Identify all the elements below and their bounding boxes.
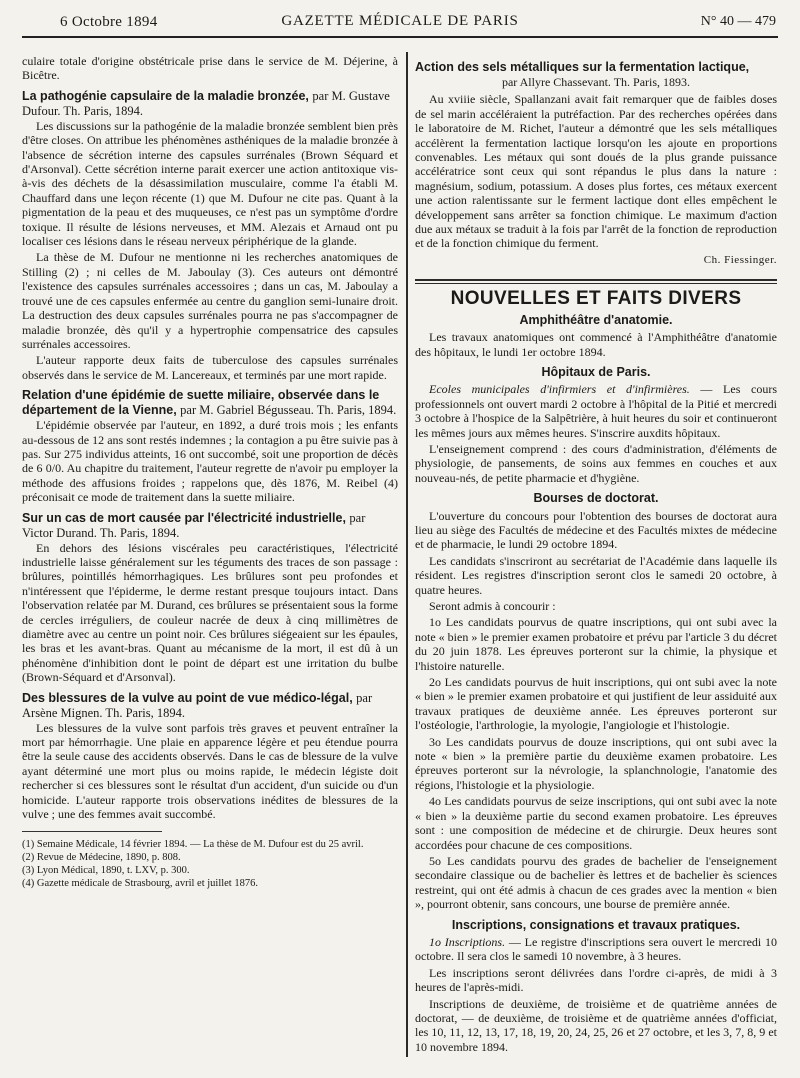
article-heading-vulve — [22, 691, 398, 721]
left-column — [22, 54, 398, 890]
footnote: (4) Gazette médicale de Strasbourg, avril et juillet 1876. — [22, 878, 258, 890]
paragraph — [415, 935, 777, 964]
footnote-rule — [22, 831, 162, 832]
article-byline: par M. Gustave Dufour. Th. Paris, 1894. — [22, 88, 390, 118]
article-heading-sels — [415, 60, 777, 75]
page-number: N° 40 — 479 — [700, 14, 776, 29]
article-title: Des blessures de la vulve au point de vue médico-légal, — [22, 690, 353, 705]
news-heading: Hôpitaux de Paris. — [541, 364, 651, 379]
news-heading: Inscriptions, consignations et travaux pratiques. — [451, 917, 741, 932]
paragraph: 1o Les candidats pourvus de quatre inscriptions, qui ont subi avec la note « bien » le premier examen probatoire et prévu par l'article 3 du décret du 20 juin 1878. Les épreuves porteront sur la chimie, la physique et l'histoire naturelle. — [415, 615, 778, 673]
paragraph: L'épidémie observée par l'auteur, en 1892, a duré trois mois ; les enfants au-dessous de 12 ans sont restés indemnes ; la contagion a pu être suivie pas à pas. Sur 275 individus atteints, 16 ont succombé, soit une proportion de décès de 6 0/0. Au chapitre du traitement, l'auteur regrette de n'avoir pu employer la méthode des affusions froides ; rappelons que, dès 1876, M. Reibel (4) préconisait ce mode de traitement dans la suette miliaire. — [22, 418, 398, 505]
news-heading: Amphithéâtre d'anatomie. — [519, 312, 673, 327]
footnote: (1) Semaine Médicale, 14 février 1894. — La thèse de M. Dufour est du 25 avril. — [22, 839, 364, 851]
paragraph: Au xviiie siècle, Spallanzani avait fait remarquer que de faibles doses de sel marin accéléraient la putréfaction. Par des recherches opérées dans le laboratoire de M. Richet, l'auteur a démontré que les sels métalliques accélèrent la fermentation lactique lorsqu'on les ajoute en proportions convenables. Les métaux qui sont doués de la plus grande puissance accélératrice sont ceux qui sont répandus le plus dans la nature : magnésium, sodium, potassium. A doses plus fortes, ces métaux exercent une action ralentissante sur le ferment lactique dont elles empêchent le développement sans arrêter sa fonction chimique. Le maximum d'action due aux métaux se traduit à la fois par l'arrêt de la fonction de reproduction et de la fonction chimique du ferment. — [415, 92, 777, 251]
news-heading: Bourses de doctorat. — [533, 491, 659, 506]
paragraph: L'auteur rapporte deux faits de tuberculose des capsules surrénales observés dans le service de M. Lancereaux, et terminés par une mort rapide. — [22, 353, 398, 382]
section-title: NOUVELLES ET FAITS DIVERS — [450, 288, 742, 310]
page-header — [22, 8, 778, 38]
paragraph-body: — Les cours professionnels ont ouvert mardi 2 octobre à l'hôpital de la Pitié et mercredi 3 octobre à l'hospice de la Salpêtrière, à huit heures du soir et continueront les mêmes jours aux mêmes heures. S'inscrire auxdits hôpitaux. — [415, 382, 777, 440]
section-rule — [415, 283, 777, 284]
paragraph — [415, 382, 777, 440]
paragraph-lead: 1o Inscriptions. — [429, 934, 506, 949]
article-heading-suette — [22, 388, 398, 418]
author-signature: Ch. Fiessinger. — [703, 253, 777, 266]
right-column — [415, 60, 777, 1056]
article-heading-pathogenie — [22, 89, 398, 119]
section-rule — [415, 279, 777, 281]
article-byline: par Arsène Mignen. Th. Paris, 1894. — [22, 690, 373, 720]
paragraph: L'enseignement comprend : des cours d'administration, d'éléments de physiologie, de pansements, de soins aux femmes en couches et aux nouveau-nés, de petite pharmacie et d'hygiène. — [415, 441, 777, 485]
footnote: (3) Lyon Médical, 1890, t. LXV, p. 300. — [22, 865, 190, 877]
issue-date: 6 Octobre 1894 — [60, 14, 158, 30]
paragraph: La thèse de M. Dufour ne mentionne ni les recherches anatomiques de Stilling (2) ; ni celles de M. Jaboulay (3). Ces auteurs ont démontré l'existence des capsules surrénales accessoires ; dans un cas, M. Jaboulay a trouvé une de ces capsules enfermée au centre du ganglion semi-lunaire droit. La destruction des deux capsules surrénales pourra ne pas s'accompagner de maladie bronzée, dès qu'il y a hypertrophie compensatrice des capsules surrénales accessoires. — [22, 250, 398, 351]
paragraph: Les travaux anatomiques ont commencé à l'Amphithéâtre d'anatomie des hôpitaux, le lundi 1er octobre 1894. — [415, 330, 777, 359]
paragraph: Les blessures de la vulve sont parfois très graves et peuvent entraîner la mort par hémorrhagie. Une plaie en apparence légère et peu étendue pourra être la seule cause des accidents observés. Dans le cas de blessure de la vulve ayant déterminé une mort plus ou moins rapide, le médecin légiste doit rechercher si ces blessures sont le résultat d'un accident, d'un suicide ou d'un homicide. L'auteur rapporte trois observations inédites de blessures de la vulve ; une des femmes avait succombé. — [22, 720, 398, 822]
continued-text: culaire totale d'origine obstétricale prise dans le service de M. Déjerine, à Bicêtre. — [22, 54, 398, 83]
paragraph: Les candidats s'inscriront au secrétariat de l'Académie dans laquelle ils résident. Les registres d'inscription seront clos le samedi 20 octobre, à quatre heures. — [415, 553, 777, 597]
article-title: Relation d'une épidémie de suette miliaire, observée dans le département de la Vienne, — [22, 388, 380, 418]
paragraph: Les inscriptions seront délivrées dans l'ordre ci-après, de midi à 3 heures de l'après-midi. — [415, 965, 777, 995]
column-divider — [406, 52, 408, 1057]
article-byline: par Allyre Chassevant. Th. Paris, 1893. — [501, 75, 691, 89]
article-heading-electricite — [22, 511, 398, 541]
paragraph: Les discussions sur la pathogénie de la maladie bronzée semblent bien près d'être closes. On attribue les phénomènes asthéniques de la maladie bronzée à l'absence de sécrétion interne des capsules surrénales (Brown Séquard et d'Arsonval). Cette sécrétion interne parait exercer une action antitoxique vis-à-vis des déchets de la désassimilation musculaire, comme l'a établi M. Chauffard dans une leçon récente (1) que M. Dufour ne cite pas. Quant à la pigmentation de la peau et des muqueuses, ce n'est pas un symptôme d'ordre toxique. Il résulte de lésions nerveuses, et MM. Alezais et Arnaud ont pu localiser ces lésions dans le réseau nerveux périphérique de la glande. — [22, 118, 398, 249]
paragraph: 4o Les candidats pourvus de seize inscriptions, qui ont subi avec la note « bien » la deuxième partie du second examen probatoire. Les épreuves sont : une composition de médecine et de chirurgie. Deux heures sont accordées pour chacune de ces compositions. — [415, 794, 777, 852]
paragraph: Inscriptions de deuxième, de troisième et de quatrième années de doctorat, — de deuxième, de troisième et de quatrième années d'officiat, les 10, 11, 12, 13, 17, 18, 19, 20, 24, 25, 26 et 27 octobre, et les 3, 7, 8, 9 et 10 novembre 1894. — [415, 996, 777, 1054]
paragraph-body: — Le registre d'inscriptions sera ouvert le mercredi 10 octobre. Il sera clos le samedi 10 novembre, à 3 heures. — [415, 934, 777, 964]
paragraph: Seront admis à concourir : — [429, 599, 556, 613]
journal-title: GAZETTE MÉDICALE DE PARIS — [281, 13, 519, 29]
paragraph: 5o Les candidats pourvu des grades de bachelier de l'enseignement secondaire classique ou de bachelier ès lettres et de bachelier ès sciences restreint, qui ont été admis à chacun de ces grades avec la mention « bien », pourront obtenir, sans concours, une bourse de première année. — [415, 853, 777, 912]
footnote: (2) Revue de Médecine, 1890, p. 808. — [22, 852, 181, 864]
article-byline: par Victor Durand. Th. Paris, 1894. — [22, 510, 366, 540]
article-title: Sur un cas de mort causée par l'électricité industrielle, — [22, 510, 346, 525]
paragraph: 3o Les candidats pourvus de douze inscriptions, qui ont subi avec la note « bien » la première partie du deuxième examen probatoire. Les épreuves porteront sur la névrologie, la splanchnologie, l'anatomie des régions, l'histologie et la physiologie. — [415, 734, 777, 792]
paragraph: 2o Les candidats pourvus de huit inscriptions, qui ont subi avec la note « bien » le premier examen probatoire et qui justifient de leur assiduité aux travaux pratiques de deuxième année. Les épreuves porteront sur l'ostéologie, l'arthrologie, la myologie, l'angiologie et l'histologie. — [415, 675, 777, 733]
paragraph-lead: Ecoles municipales d'infirmiers et d'infirmières. — [429, 382, 690, 397]
paragraph: L'ouverture du concours pour l'obtention des bourses de doctorat aura lieu au siège des Facultés de médecine et des Facultés mixtes de médecine et de pharmacie, le lundi 29 octobre 1894. — [415, 508, 777, 552]
article-byline: par M. Gabriel Bégusseau. Th. Paris, 1894. — [180, 403, 397, 418]
paragraph: En dehors des lésions viscérales peu caractéristiques, l'électricité industrielle laisse généralement sur les téguments des traces de son passage : brûlures, pointillés hémorrhagiques. Les brûlures sont peu profondes et n'intéressent que l'épiderme, le derme restant presque toujours intact. Dans l'observation relatée par M. Durand, ces brûlures se présentaient sous la forme de cercles irréguliers, de couleur nacrée de deux à cinq millimètres de diamètre avec au centre un point noir. Ces brûlures siégeaient sur les épaules, les bras et les avant-bras. Quant au mécanisme de la mort, il est dû à un phénomène d'inhibition dont le point de départ est une irritation du bulbe (Brown-Séquard et d'Arsonval). — [22, 540, 398, 685]
article-title: La pathogénie capsulaire de la maladie bronzée, — [22, 88, 309, 103]
article-title: Action des sels métalliques sur la fermentation lactique, — [415, 60, 750, 74]
